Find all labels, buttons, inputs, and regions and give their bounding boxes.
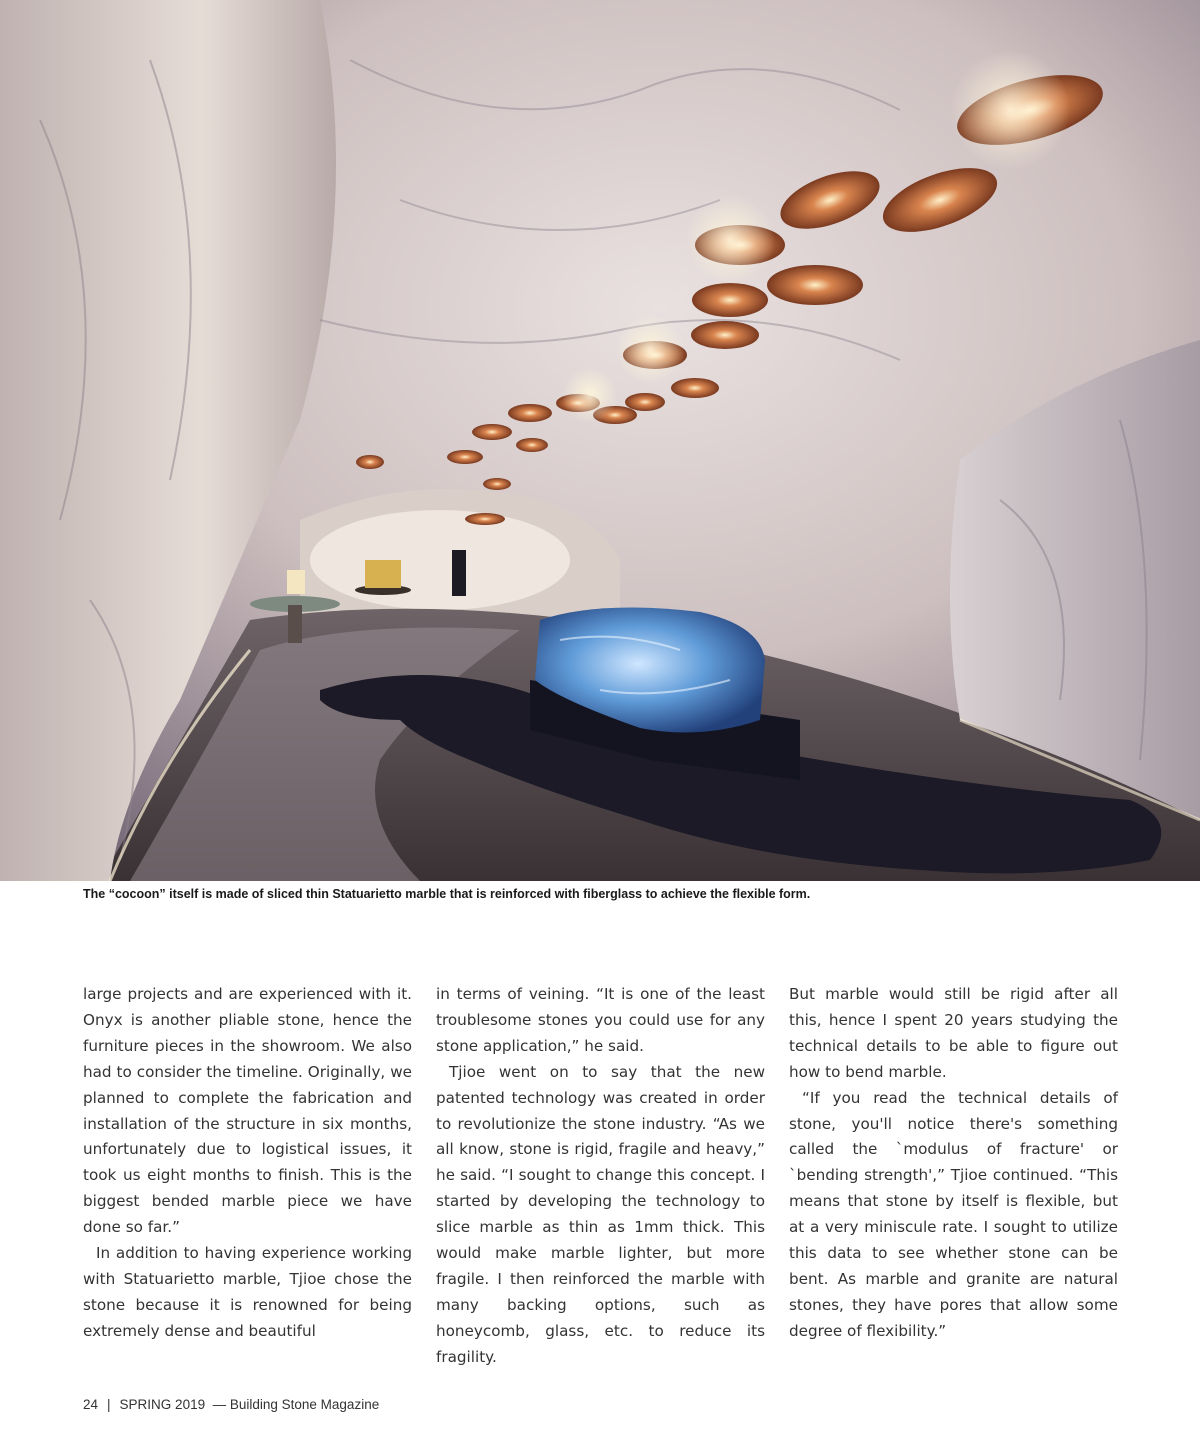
footer-separator: | (107, 1397, 111, 1412)
publication-name: — Building Stone Magazine (212, 1397, 380, 1412)
article-column-3 (789, 982, 1118, 1345)
paragraph: Tjioe went on to say that the new patented technology was created in order to revolutionize the stone industry. “As we all know, stone is rigid, fragile and heavy,” he said. “I sought to change this concept. I started by developing the technology to slice marble as thin as 1mm thick. This would make marble lighter, but more fragile. I then reinforced the marble with many backing options, such as honeycomb, glass, etc. to reduce its fragility. (436, 1062, 765, 1366)
page-number: 24 (83, 1397, 99, 1412)
article-column-2 (436, 982, 765, 1371)
paragraph: large projects and are experienced with it. Onyx is another pliable stone, hence the furniture pieces in the showroom. We also had to consider the timeline. Originally, we planned to complete the fabrication and installation of the structure in six months, unfortunately due to logistical issues, it took us eight months to finish. This is the biggest bended marble piece we have done so far.” (83, 985, 412, 1237)
paragraph: But marble would still be rigid after all this, hence I spent 20 years studying the technical details to be able to figure out how to bend marble. (789, 985, 1118, 1081)
page-footer (83, 1397, 379, 1412)
article-column-1 (83, 982, 412, 1345)
paragraph: In addition to having experience working with Statuarietto marble, Tjioe chose the stone because it is renowned for being extremely dense and beautiful (83, 1244, 412, 1340)
photo-caption: The “cocoon” itself is made of sliced thin Statuarietto marble that is reinforced with fiberglass to achieve the flexible form. (83, 887, 811, 901)
paragraph: in terms of veining. “It is one of the least troublesome stones you could use for any stone application,” he said. (436, 985, 765, 1055)
paragraph: “If you read the technical details of stone, you'll notice there's something called the `modulus of fracture' or `bending strength',” Tjioe continued. “This means that stone by itself is flexible, but at a very miniscule rate. I sought to utilize this data to see whether stone can be bent. As marble and granite are natural stones, they have pores that allow some degree of flexibility.” (789, 1088, 1118, 1340)
issue-label: SPRING 2019 (119, 1397, 206, 1412)
